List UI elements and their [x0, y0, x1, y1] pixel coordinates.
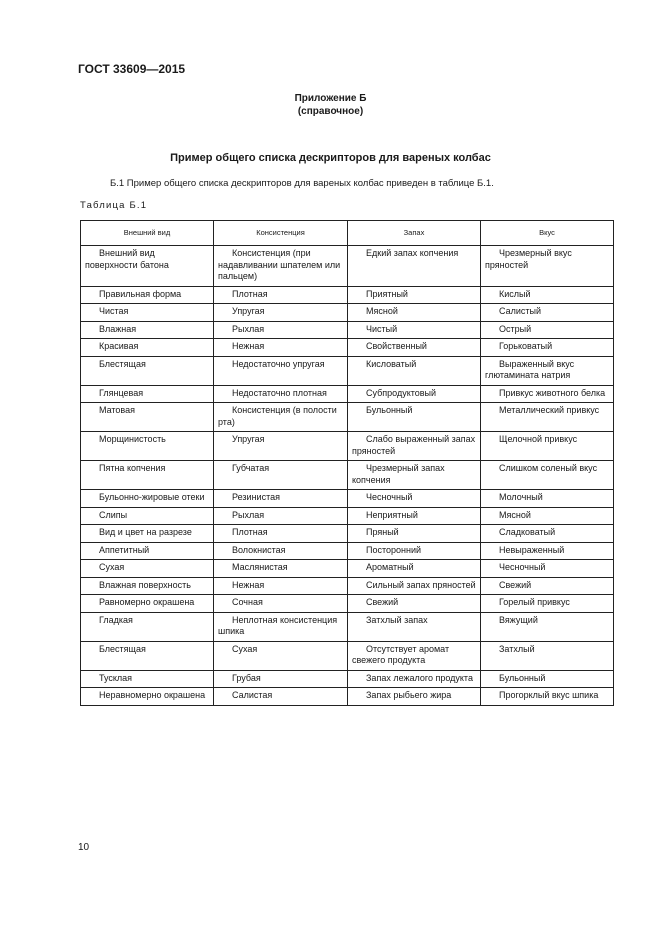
cell-text: Нежная — [232, 579, 265, 590]
cell-text: Чесночный — [499, 562, 546, 572]
table-cell-appearance — [81, 246, 214, 287]
table-cell-smell — [348, 542, 481, 560]
appendix-title-block — [0, 92, 661, 118]
table-cell-appearance — [81, 432, 214, 461]
table-row — [81, 641, 614, 670]
table-cell-appearance — [81, 356, 214, 385]
table-cell-consistency — [214, 577, 348, 595]
table-cell-appearance — [81, 304, 214, 322]
cell-text: Неприятный — [366, 509, 418, 520]
cell-text: Упругая — [232, 306, 265, 316]
cell-text: Тусклая — [99, 672, 133, 683]
cell-text: Глянцевая — [99, 387, 144, 398]
table-cell-consistency — [214, 461, 348, 490]
table-row — [81, 432, 614, 461]
table-cell-appearance — [81, 577, 214, 595]
table-cell-taste — [481, 490, 614, 508]
table-row — [81, 612, 614, 641]
table-row — [81, 385, 614, 403]
table-cell-smell — [348, 385, 481, 403]
cell-text: Прогорклый вкус шпика — [499, 690, 599, 700]
cell-text: Консистенция (при надавливании шпателем или пальцем) — [218, 248, 341, 281]
cell-text: Чесночный — [366, 492, 413, 502]
cell-text: Блестящая — [99, 643, 146, 654]
table-row — [81, 670, 614, 688]
cell-text: Плотная — [232, 527, 268, 537]
column-header-appearance: Внешний вид — [81, 221, 214, 246]
table-cell-appearance — [81, 670, 214, 688]
table-cell-taste — [481, 507, 614, 525]
table-cell-consistency — [214, 403, 348, 432]
table-cell-smell — [348, 560, 481, 578]
cell-text: Недостаточно плотная — [232, 387, 327, 398]
cell-text: Кисловатый — [366, 358, 417, 369]
table-cell-taste — [481, 688, 614, 706]
table-row — [81, 507, 614, 525]
table-cell-smell — [348, 525, 481, 543]
table-cell-taste — [481, 403, 614, 432]
table-cell-taste — [481, 670, 614, 688]
column-header-consistency: Консистенция — [214, 221, 348, 246]
descriptor-table — [80, 220, 614, 706]
table-cell-consistency — [214, 688, 348, 706]
cell-text: Сочная — [232, 597, 263, 607]
table-cell-taste — [481, 560, 614, 578]
cell-text: Салистый — [499, 306, 542, 316]
table-cell-consistency — [214, 595, 348, 613]
table-cell-taste — [481, 595, 614, 613]
table-cell-consistency — [214, 339, 348, 357]
appendix-title: Приложение Б — [294, 93, 367, 104]
cell-text: Горьковатый — [499, 341, 553, 351]
table-cell-appearance — [81, 612, 214, 641]
table-row — [81, 304, 614, 322]
cell-text: Равномерно окрашена — [99, 597, 195, 607]
table-cell-taste — [481, 432, 614, 461]
cell-text: Приятный — [366, 288, 408, 299]
table-cell-smell — [348, 286, 481, 304]
table-cell-taste — [481, 246, 614, 287]
table-row — [81, 286, 614, 304]
table-cell-taste — [481, 612, 614, 641]
cell-text: Свежий — [366, 597, 399, 607]
column-header-taste: Вкус — [481, 221, 614, 246]
table-cell-appearance — [81, 641, 214, 670]
cell-text: Влажная поверхность — [99, 579, 191, 590]
table-caption: Таблица Б.1 — [80, 200, 148, 211]
cell-text: Салистая — [232, 690, 273, 700]
table-cell-taste — [481, 461, 614, 490]
table-row — [81, 595, 614, 613]
intro-paragraph: Б.1 Пример общего списка дескрипторов для вареных колбас приведен в таблице Б.1. — [110, 178, 494, 189]
cell-text: Свойственный — [366, 341, 427, 351]
table-cell-appearance — [81, 490, 214, 508]
cell-text: Неплотная консистенция шпика — [218, 614, 338, 636]
cell-text: Правильная форма — [99, 288, 182, 299]
table-row — [81, 542, 614, 560]
table-row — [81, 577, 614, 595]
cell-text: Привкус животного белка — [499, 387, 606, 398]
table-cell-consistency — [214, 560, 348, 578]
table-cell-consistency — [214, 356, 348, 385]
cell-text: Рыхлая — [232, 323, 265, 334]
table-cell-consistency — [214, 612, 348, 641]
table-row — [81, 688, 614, 706]
table-cell-consistency — [214, 641, 348, 670]
table-cell-taste — [481, 339, 614, 357]
table-row — [81, 461, 614, 490]
table-cell-taste — [481, 321, 614, 339]
table-cell-consistency — [214, 321, 348, 339]
cell-text: Запах лежалого продукта — [366, 672, 473, 683]
table-cell-smell — [348, 507, 481, 525]
cell-text: Рыхлая — [232, 509, 265, 520]
cell-text: Невыраженный — [499, 544, 565, 555]
table-cell-taste — [481, 385, 614, 403]
cell-text: Чистый — [366, 323, 398, 334]
table-cell-taste — [481, 577, 614, 595]
table-cell-taste — [481, 641, 614, 670]
table-cell-appearance — [81, 403, 214, 432]
cell-text: Вяжущий — [499, 614, 538, 625]
cell-text: Матовая — [99, 405, 135, 415]
table-cell-appearance — [81, 339, 214, 357]
cell-text: Нежная — [232, 341, 265, 351]
cell-text: Острый — [499, 323, 532, 334]
appendix-note: (справочное) — [297, 106, 364, 117]
table-cell-smell — [348, 403, 481, 432]
cell-text: Неравномерно окрашена — [99, 690, 206, 700]
table-cell-consistency — [214, 304, 348, 322]
cell-text: Посторонний — [366, 544, 422, 555]
table-row — [81, 246, 614, 287]
table-cell-appearance — [81, 595, 214, 613]
table-cell-taste — [481, 286, 614, 304]
cell-text: Консистенция (в полости рта) — [218, 405, 337, 427]
cell-text: Субпродуктовый — [366, 387, 437, 398]
cell-text: Затхлый — [499, 643, 535, 654]
table-cell-smell — [348, 670, 481, 688]
cell-text: Сухая — [232, 643, 258, 654]
table-cell-smell — [348, 304, 481, 322]
table-row — [81, 490, 614, 508]
cell-text: Мясной — [499, 509, 531, 520]
table-cell-smell — [348, 641, 481, 670]
page-number: 10 — [78, 842, 90, 853]
cell-text: Чистая — [99, 306, 129, 316]
table-cell-taste — [481, 304, 614, 322]
cell-text: Упругая — [232, 434, 265, 444]
table-row — [81, 403, 614, 432]
table-cell-smell — [348, 612, 481, 641]
cell-text: Слипы — [99, 509, 128, 520]
cell-text: Недостаточно упругая — [232, 358, 325, 369]
cell-text: Свежий — [499, 579, 532, 590]
cell-text: Сухая — [99, 562, 125, 572]
cell-text: Сладковатый — [499, 527, 556, 537]
cell-text: Мясной — [366, 306, 398, 316]
cell-text: Слишком соленый вкус — [499, 463, 598, 473]
table-cell-appearance — [81, 542, 214, 560]
cell-text: Едкий запах копчения — [366, 248, 459, 258]
cell-text: Бульонный — [499, 672, 546, 683]
cell-text: Бульонно-жировые отеки — [99, 492, 205, 502]
table-cell-smell — [348, 339, 481, 357]
table-cell-consistency — [214, 286, 348, 304]
cell-text: Губчатая — [232, 463, 270, 473]
table-cell-taste — [481, 542, 614, 560]
cell-text: Блестящая — [99, 358, 146, 369]
cell-text: Маслянистая — [232, 562, 288, 572]
cell-text: Затхлый запах — [366, 614, 428, 625]
table-cell-smell — [348, 321, 481, 339]
table-cell-appearance — [81, 560, 214, 578]
cell-text: Отсутствует аромат свежего продукта — [352, 643, 450, 665]
table-cell-appearance — [81, 525, 214, 543]
table-cell-appearance — [81, 385, 214, 403]
cell-text: Молочный — [499, 492, 543, 502]
cell-text: Чрезмерный запах копчения — [352, 463, 445, 485]
table-row — [81, 321, 614, 339]
cell-text: Щелочной привкус — [499, 434, 578, 444]
cell-text: Чрезмерный вкус пряностей — [485, 248, 572, 270]
table-cell-smell — [348, 595, 481, 613]
table-cell-smell — [348, 688, 481, 706]
table-cell-smell — [348, 246, 481, 287]
cell-text: Вид и цвет на разрезе — [99, 527, 192, 537]
table-row — [81, 560, 614, 578]
table-cell-appearance — [81, 286, 214, 304]
table-cell-consistency — [214, 670, 348, 688]
table-cell-consistency — [214, 432, 348, 461]
cell-text: Кислый — [499, 288, 531, 299]
table-cell-smell — [348, 490, 481, 508]
table-row — [81, 525, 614, 543]
cell-text: Грубая — [232, 672, 261, 683]
standard-code: ГОСТ 33609—2015 — [78, 62, 186, 76]
cell-text: Запах рыбьего жира — [366, 690, 452, 700]
cell-text: Горелый привкус — [499, 597, 570, 607]
cell-text: Слабо выраженный запах пряностей — [352, 434, 476, 456]
cell-text: Резинистая — [232, 492, 280, 502]
cell-text: Волокнистая — [232, 544, 286, 555]
cell-text: Аппетитный — [99, 544, 150, 555]
table-cell-taste — [481, 356, 614, 385]
section-heading: Пример общего списка дескрипторов для вареных колбас — [170, 152, 491, 164]
cell-text: Сильный запах пряностей — [366, 579, 476, 590]
column-header-smell: Запах — [348, 221, 481, 246]
cell-text: Пряный — [366, 527, 399, 537]
cell-text: Красивая — [99, 341, 139, 351]
table-cell-consistency — [214, 385, 348, 403]
table-cell-smell — [348, 461, 481, 490]
cell-text: Влажная — [99, 323, 137, 334]
table-cell-smell — [348, 577, 481, 595]
table-cell-consistency — [214, 542, 348, 560]
cell-text: Морщинистость — [99, 434, 166, 444]
cell-text: Плотная — [232, 288, 268, 299]
cell-text: Пятна копчения — [99, 463, 166, 473]
cell-text: Гладкая — [99, 614, 133, 625]
cell-text: Выраженный вкус глютамината натрия — [485, 358, 575, 380]
table-cell-appearance — [81, 507, 214, 525]
cell-text: Ароматный — [366, 562, 414, 572]
cell-text: Бульонный — [366, 405, 413, 415]
table-cell-consistency — [214, 490, 348, 508]
table-header-row — [81, 221, 614, 246]
table-cell-consistency — [214, 507, 348, 525]
table-row — [81, 356, 614, 385]
table-row — [81, 339, 614, 357]
table-cell-taste — [481, 525, 614, 543]
table-cell-appearance — [81, 321, 214, 339]
table-cell-smell — [348, 432, 481, 461]
table-cell-consistency — [214, 246, 348, 287]
cell-text: Внешний вид поверхности батона — [85, 248, 169, 270]
table-cell-appearance — [81, 461, 214, 490]
cell-text: Металлический привкус — [499, 405, 600, 415]
table-cell-appearance — [81, 688, 214, 706]
table-cell-smell — [348, 356, 481, 385]
table-cell-consistency — [214, 525, 348, 543]
